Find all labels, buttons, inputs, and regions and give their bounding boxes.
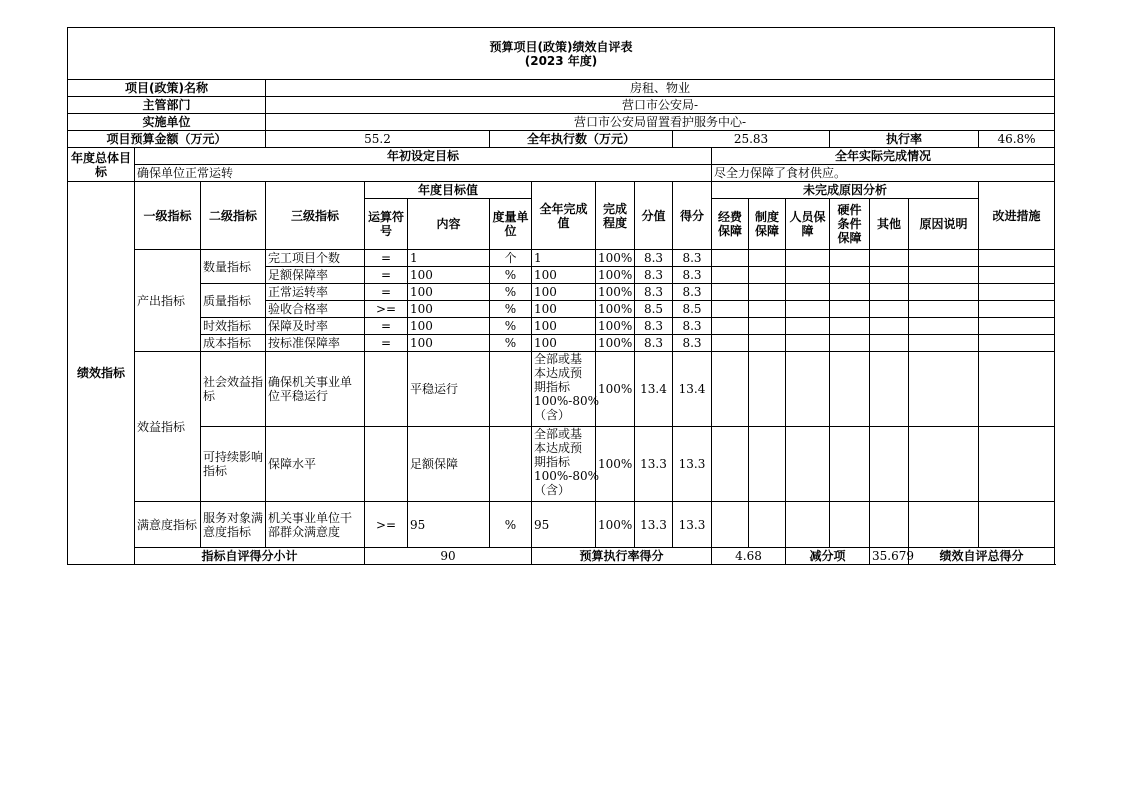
table-row-value: 8.3 — [635, 318, 673, 335]
deduct-value: 35.679 — [870, 548, 909, 565]
header-degree: 完成程度 — [596, 182, 635, 250]
table-row-value: 8.3 — [635, 284, 673, 301]
table-row-full: 95 — [532, 502, 596, 548]
table-row-score: 8.3 — [673, 335, 712, 352]
header-full-year: 全年完成值 — [532, 182, 596, 250]
budget-score-value: 4.68 — [712, 548, 786, 565]
initial-goal: 确保单位正常运转 — [135, 165, 712, 182]
table-row-op: >= — [365, 502, 408, 548]
table-row-score: 13.4 — [673, 352, 712, 427]
table-row-full: 1 — [532, 250, 596, 267]
group-quality: 质量指标 — [201, 284, 266, 318]
group-qty: 数量指标 — [201, 250, 266, 284]
table-row-full: 全部或基本达成预期指标100%-80%（含） — [532, 352, 596, 427]
table-row-full: 全部或基本达成预期指标100%-80%（含） — [532, 427, 596, 502]
rate-label: 执行率 — [830, 131, 979, 148]
initial-goal-header: 年初设定目标 — [135, 148, 712, 165]
header-r6: 原因说明 — [909, 199, 979, 250]
table-row-content: 1 — [408, 250, 490, 267]
table-row-value: 13.3 — [635, 502, 673, 548]
header-level1: 一级指标 — [135, 182, 201, 250]
header-unit: 度量单位 — [490, 199, 532, 250]
table-row-op — [365, 427, 408, 502]
table-row-value: 8.3 — [635, 250, 673, 267]
table-row-degree: 100% — [596, 318, 635, 335]
table-row-score: 8.3 — [673, 250, 712, 267]
header-score: 得分 — [673, 182, 712, 250]
table-row-op — [365, 352, 408, 427]
table-row-score: 8.3 — [673, 318, 712, 335]
table-row-op: = — [365, 267, 408, 284]
table-row-degree: 100% — [596, 250, 635, 267]
table-row-unit: % — [490, 502, 532, 548]
table-row-score: 13.3 — [673, 502, 712, 548]
table-row-content: 平稳运行 — [408, 352, 490, 427]
table-row-l3: 保障及时率 — [266, 318, 365, 335]
group-sustain: 可持续影响指标 — [201, 427, 266, 502]
subtotal-label: 指标自评得分小计 — [135, 548, 365, 565]
table-row-score: 8.3 — [673, 284, 712, 301]
actual-goal: 尽全力保障了食材供应。 — [712, 165, 1055, 182]
table-row-l3: 确保机关事业单位平稳运行 — [266, 352, 365, 427]
header-level2: 二级指标 — [201, 182, 266, 250]
table-row-value: 13.3 — [635, 427, 673, 502]
table-row-full: 100 — [532, 284, 596, 301]
table-row-value: 8.5 — [635, 301, 673, 318]
header-r2: 制度保障 — [749, 199, 786, 250]
evaluation-table — [67, 27, 1055, 565]
table-row-content: 100 — [408, 301, 490, 318]
project-name-label: 项目(政策)名称 — [68, 80, 266, 97]
table-row-content: 100 — [408, 335, 490, 352]
header-content: 内容 — [408, 199, 490, 250]
dept-label: 主管部门 — [68, 97, 266, 114]
unit-label: 实施单位 — [68, 114, 266, 131]
table-row-degree: 100% — [596, 267, 635, 284]
group-satisfaction: 满意度指标 — [135, 502, 201, 548]
table-row-op: = — [365, 335, 408, 352]
header-r4: 硬件条件保障 — [830, 199, 870, 250]
project-name: 房租、物业 — [266, 80, 1055, 97]
budget-label: 项目预算金额（万元） — [68, 131, 266, 148]
table-row-l3: 足额保障率 — [266, 267, 365, 284]
header-improve: 改进措施 — [979, 182, 1055, 250]
table-row-unit: % — [490, 318, 532, 335]
goal-label: 年度总体目标 — [68, 148, 135, 182]
budget-score-label: 预算执行率得分 — [532, 548, 712, 565]
table-row-l3: 完工项目个数 — [266, 250, 365, 267]
header-r1: 经费保障 — [712, 199, 749, 250]
table-row-full: 100 — [532, 318, 596, 335]
table-row-content: 足额保障 — [408, 427, 490, 502]
table-row-l3: 正常运转率 — [266, 284, 365, 301]
table-row-full: 100 — [532, 267, 596, 284]
group-social: 社会效益指标 — [201, 352, 266, 427]
table-row-unit: % — [490, 335, 532, 352]
table-row-score: 13.3 — [673, 427, 712, 502]
actual-goal-header: 全年实际完成情况 — [712, 148, 1055, 165]
table-row-degree: 100% — [596, 502, 635, 548]
table-row-value: 8.3 — [635, 335, 673, 352]
group-time: 时效指标 — [201, 318, 266, 335]
table-row-unit: % — [490, 301, 532, 318]
header-target-group: 年度目标值 — [365, 182, 532, 199]
budget-value: 55.2 — [266, 131, 490, 148]
table-row-op: = — [365, 250, 408, 267]
total-label: 绩效自评总得分 — [909, 548, 1055, 565]
header-r5: 其他 — [870, 199, 909, 250]
table-row-degree: 100% — [596, 427, 635, 502]
table-row-content: 100 — [408, 284, 490, 301]
table-row-l3: 机关事业单位干部群众满意度 — [266, 502, 365, 548]
table-row-unit: % — [490, 284, 532, 301]
table-row-l3: 保障水平 — [266, 427, 365, 502]
table-row-value: 13.4 — [635, 352, 673, 427]
table-row-degree: 100% — [596, 335, 635, 352]
table-row-op: = — [365, 318, 408, 335]
table-row-score: 8.3 — [673, 267, 712, 284]
table-row-op: = — [365, 284, 408, 301]
dept-value: 营口市公安局- — [266, 97, 1055, 114]
table-row-content: 100 — [408, 318, 490, 335]
rate-value: 46.8% — [979, 131, 1055, 148]
group-service: 服务对象满意度指标 — [201, 502, 266, 548]
table-row-degree: 100% — [596, 284, 635, 301]
unit-value: 营口市公安局留置看护服务中心- — [266, 114, 1055, 131]
header-r3: 人员保障 — [786, 199, 830, 250]
table-row-full: 100 — [532, 301, 596, 318]
table-row-unit — [490, 427, 532, 502]
table-row-content: 100 — [408, 267, 490, 284]
page-title — [68, 28, 1055, 80]
title-line2: (2023 年度) — [524, 53, 598, 68]
deduct-label: 减分项 — [786, 548, 870, 565]
table-row-op: >= — [365, 301, 408, 318]
table-row-degree: 100% — [596, 301, 635, 318]
header-level3: 三级指标 — [266, 182, 365, 250]
table-row-unit: % — [490, 267, 532, 284]
subtotal-value: 90 — [365, 548, 532, 565]
header-reason-group: 未完成原因分析 — [712, 182, 979, 199]
table-row-value: 8.3 — [635, 267, 673, 284]
title-line1: 预算项目(政策)绩效自评表 — [489, 39, 633, 54]
table-row-degree: 100% — [596, 352, 635, 427]
perf-indicator-label: 绩效指标 — [68, 182, 135, 565]
table-row-unit: 个 — [490, 250, 532, 267]
group-cost: 成本指标 — [201, 335, 266, 352]
table-row-l3: 验收合格率 — [266, 301, 365, 318]
group-output: 产出指标 — [135, 250, 201, 352]
group-effect: 效益指标 — [135, 352, 201, 502]
table-row-l3: 按标准保障率 — [266, 335, 365, 352]
table-row-full: 100 — [532, 335, 596, 352]
exec-label: 全年执行数（万元） — [490, 131, 673, 148]
table-row-content: 95 — [408, 502, 490, 548]
table-row-score: 8.5 — [673, 301, 712, 318]
header-op: 运算符号 — [365, 199, 408, 250]
self-evaluation-form — [67, 27, 1055, 565]
table-row-unit — [490, 352, 532, 427]
exec-value: 25.83 — [673, 131, 830, 148]
header-score-value: 分值 — [635, 182, 673, 250]
